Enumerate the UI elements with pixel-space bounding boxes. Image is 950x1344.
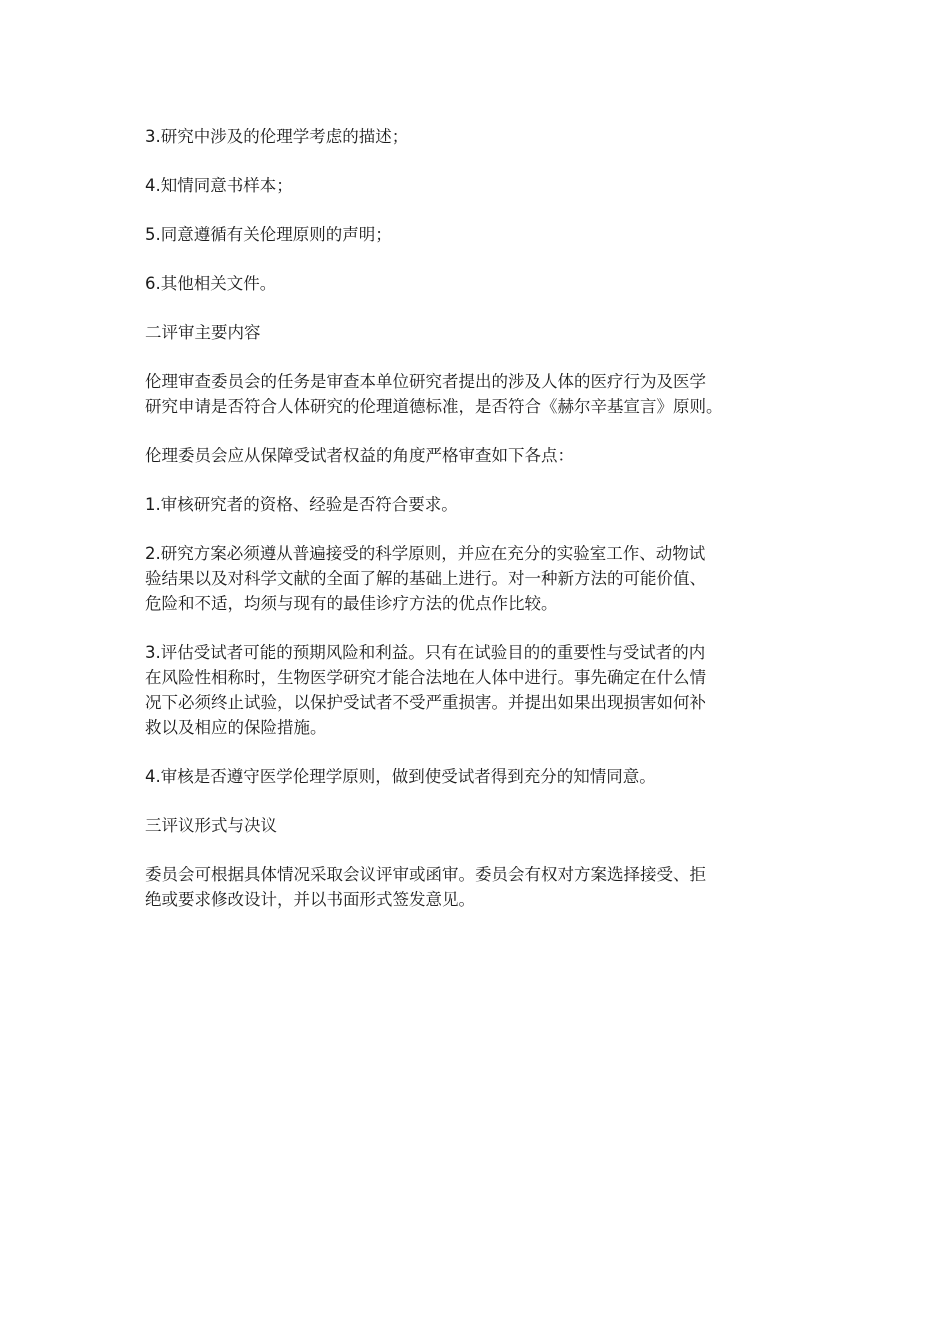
list-item — [145, 222, 805, 247]
list-item-text: 3.研究中涉及的伦理学考虑的描述； — [145, 127, 409, 146]
list-item-text: 6.其他相关文件。 — [145, 274, 277, 293]
text-line: 2.研究方案必须遵从普遍接受的科学原则，并应在充分的实验室工作、动物试 — [145, 544, 706, 563]
text-line: 救以及相应的保险措施。 — [145, 718, 327, 737]
text-line: 绝或要求修改设计，并以书面形式签发意见。 — [145, 890, 475, 909]
section-lead-paragraph — [145, 443, 805, 468]
text-line: 1.审核研究者的资格、经验是否符合要求。 — [145, 495, 458, 514]
list-item — [145, 173, 805, 198]
text-line: 研究申请是否符合人体研究的伦理道德标准，是否符合《赫尔辛基宣言》原则。 — [145, 397, 723, 416]
section-body-paragraph — [145, 862, 805, 912]
text-line: 验结果以及对科学文献的全面了解的基础上进行。对一种新方法的可能价值、 — [145, 569, 706, 588]
text-line: 委员会可根据具体情况采取会议评审或函审。委员会有权对方案选择接受、拒 — [145, 865, 706, 884]
section-intro-paragraph — [145, 369, 805, 419]
review-point-3 — [145, 640, 805, 740]
text-line: 况下必须终止试验，以保护受试者不受严重损害。并提出如果出现损害如何补 — [145, 693, 706, 712]
list-item-text: 5.同意遵循有关伦理原则的声明； — [145, 225, 392, 244]
text-line: 伦理审查委员会的任务是审查本单位研究者提出的涉及人体的医疗行为及医学 — [145, 372, 706, 391]
text-line: 危险和不适，均须与现有的最佳诊疗方法的优点作比较。 — [145, 594, 558, 613]
section-heading — [145, 813, 805, 838]
section-heading-text: 二评审主要内容 — [145, 323, 261, 342]
text-line: 在风险性相称时，生物医学研究才能合法地在人体中进行。事先确定在什么情 — [145, 668, 706, 687]
review-point-1 — [145, 492, 805, 517]
document-body — [145, 124, 805, 936]
text-line: 3.评估受试者可能的预期风险和利益。只有在试验目的的重要性与受试者的内 — [145, 643, 706, 662]
list-item — [145, 271, 805, 296]
review-point-2 — [145, 541, 805, 616]
text-line: 伦理委员会应从保障受试者权益的角度严格审查如下各点： — [145, 446, 574, 465]
text-line: 4.审核是否遵守医学伦理学原则，做到使受试者得到充分的知情同意。 — [145, 767, 656, 786]
list-item-text: 4.知情同意书样本； — [145, 176, 293, 195]
review-point-4 — [145, 764, 805, 789]
list-item — [145, 124, 805, 149]
section-heading-text: 三评议形式与决议 — [145, 816, 277, 835]
section-heading — [145, 320, 805, 345]
